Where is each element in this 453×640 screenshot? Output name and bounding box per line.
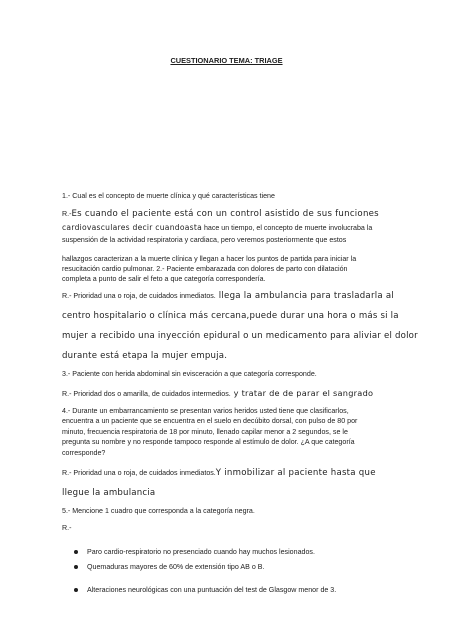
bullet-icon: [74, 588, 78, 592]
list-item-text: Quemaduras mayores de 60% de extensión tipo AB o B.: [87, 563, 265, 571]
answer-1-line-6: completa a punto de salir el feto a que categoría correspondería.: [62, 275, 266, 283]
list-item-text: Paro cardio-respiratorio no presenciado cuando hay muchos lesionados.: [87, 548, 315, 556]
answer-1-line-4: hallazgos caracterizan a la muerte clínica y llegan a hacer los puntos de partida para iniciar la: [62, 255, 357, 263]
question-4-line-2: encuentra a un paciente que se encuentra en el suelo en decúbito dorsal, con pulso de 80 por: [62, 417, 358, 425]
list-item: [87, 586, 336, 594]
question-5: 5.- Mencione 1 cuadro que corresponda a la categoría negra.: [62, 507, 255, 515]
answer-1-typed-2: hace un tiempo, el concepto de muerte involucraba la: [201, 224, 373, 232]
answer-4-typed: R.- Prioridad una o roja, de cuidados inmediatos.: [62, 469, 216, 477]
answer-3-handwritten: y tratar de de parar el sangrado: [230, 388, 374, 398]
bullet-icon: [74, 565, 78, 569]
answer-4-handwritten-1: Y inmobilizar al paciente hasta que: [215, 468, 376, 478]
answer-1-line-1: [62, 209, 392, 219]
answer-5-prefix: R.-: [62, 524, 72, 532]
question-1: 1.- Cual es el concepto de muerte clínica y qué características tiene: [62, 192, 275, 200]
question-4-line-4: pregunta su nombre y no responde tampoco responde al estímulo de dolor. ¿A que categoría: [62, 438, 355, 446]
answer-2-line-2: centro hospitalario o clínica más cercana,puede durar una hora o más si la: [62, 311, 399, 321]
answer-4-line-1: [62, 468, 402, 478]
answer-1-prefix: R.-: [62, 210, 72, 218]
list-item: [87, 548, 315, 556]
list-item: [87, 563, 264, 571]
answer-2-line-4: durante está etapa la mujer empuja.: [62, 351, 228, 361]
answer-1-line-2: [62, 223, 392, 233]
answer-2-handwritten-1: llega la ambulancia para trasladarla al: [215, 291, 395, 301]
answer-3: [62, 388, 402, 399]
answer-3-typed: R.- Prioridad dos o amarilla, de cuidados intermedios.: [62, 390, 231, 398]
list-item-text: Alteraciones neurológicas con una puntuación del test de Glasgow menor de 3.: [87, 586, 337, 594]
answer-1-handwritten-1: Es cuando el paciente está con un control asistido de sus funciones: [71, 209, 379, 219]
answer-4-line-2: llegue la ambulancia: [62, 488, 156, 498]
document-title: CUESTIONARIO TEMA: TRIAGE: [170, 56, 283, 65]
answer-1-handwritten-2: cardiovasculares decir cuandoasta: [62, 223, 202, 232]
question-4-line-5: corresponde?: [62, 449, 106, 457]
answer-2-line-3: mujer a recibido una inyección epidural o un medicamento para aliviar el dolor: [62, 331, 418, 341]
answer-1-line-5: resucitación cardio pulmonar. 2.- Paciente embarazada con dolores de parto con dilatación: [62, 265, 348, 273]
question-4-line-3: minuto, frecuencia respiratoria de 18 por minuto, llenado capilar menor a 2 segundos, se le: [62, 428, 348, 436]
answer-2-line-1: [62, 291, 402, 301]
bullet-icon: [74, 550, 78, 554]
question-4-line-1: 4.- Durante un embarrancamiento se presentan varios heridos usted tiene que clasificarlos,: [62, 407, 349, 415]
answer-2-typed: R.- Prioridad una o roja, de cuidados inmediatos.: [62, 292, 216, 300]
answer-1-line-3: suspensión de la actividad respiratoria y cardiaca, pero veremos posteriormente que estos: [62, 236, 347, 244]
question-3: 3.- Paciente con herida abdominal sin evisceración a que categoría corresponde.: [62, 370, 317, 378]
